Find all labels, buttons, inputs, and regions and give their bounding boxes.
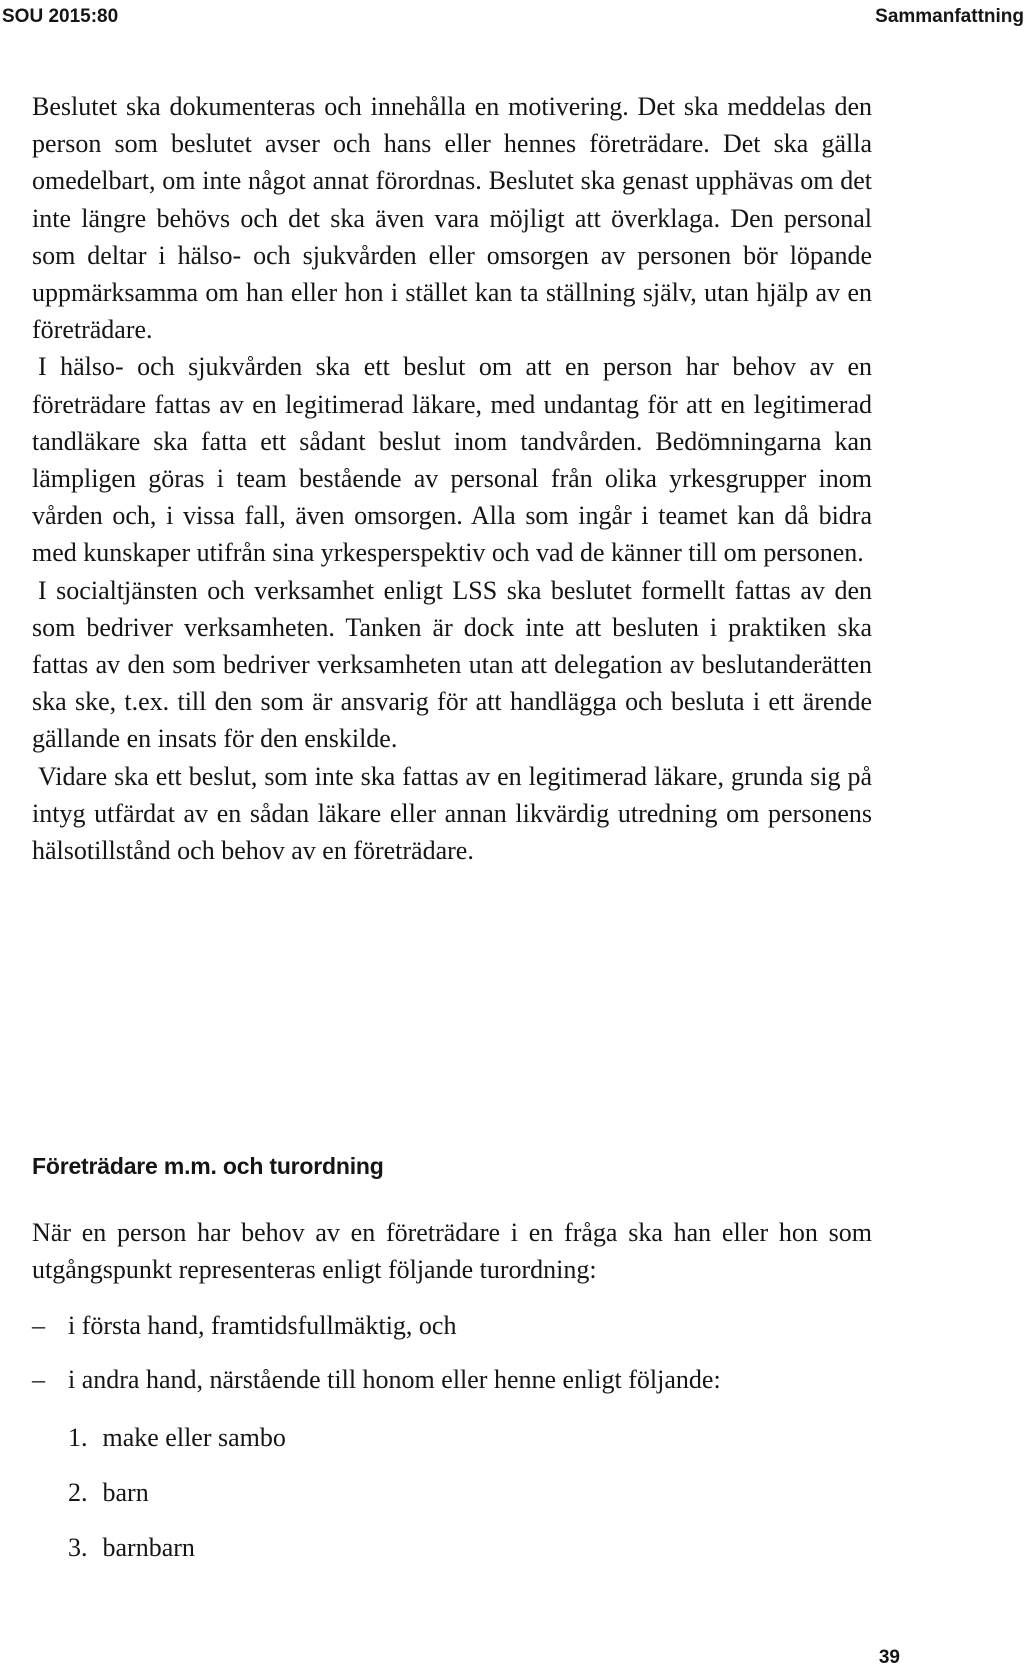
list-item-text: barn	[102, 1478, 149, 1507]
list-item-text: i första hand, framtidsfullmäktig, och	[68, 1311, 457, 1340]
list-item-text: i andra hand, närstående till honom eller henne enligt följande:	[68, 1365, 721, 1394]
section-intro	[32, 1214, 872, 1288]
paragraph-4: Vidare ska ett beslut, som inte ska fattas av en legitimerad läkare, grunda sig på intyg utfärdat av en sådan läkare eller annan likvärdig utredning om personens hälsotillstånd och behov av en företrädare.	[32, 761, 872, 866]
number-marker: 2.	[68, 1478, 88, 1507]
body-text	[32, 88, 872, 869]
number-marker: 1.	[68, 1423, 88, 1452]
section-heading: Företrädare m.m. och turordning	[32, 1153, 384, 1179]
running-header	[0, 6, 1024, 36]
section-intro-text: När en person har behov av en företrädare i en fråga ska han eller hon som utgångspunkt representeras enligt följande turordning:	[32, 1218, 872, 1285]
paragraph-3: I socialtjänsten och verksamhet enligt LSS ska beslutet formellt fattas av den som bedriver verksamheten. Tanken är dock inte att besluten i praktiken ska fattas av den som bedriver verksamheten utan att delegation av beslutanderätten ska ske, t.ex. till den som är ansvarig för att handlägga och besluta i ett ärende gällande en insats för den enskilde.	[32, 575, 872, 754]
dash-marker: –	[32, 1365, 45, 1394]
paragraph-2: I hälso- och sjukvården ska ett beslut om att en person har behov av en företrädare fattas av en legitimerad läkare, med undantag för att en legitimerad tandläkare ska fatta ett sådant beslut inom tandvården. Bedömningarna kan lämpligen göras i team bestående av personal från olika yrkesgrupper inom vården och, i vissa fall, även omsorgen. Alla som ingår i teamet kan då bidra med kunskaper utifrån sina yrkesperspektiv och vad de känner till om personen.	[32, 352, 872, 568]
report-id: SOU 2015:80	[2, 6, 119, 27]
dash-list	[32, 1307, 912, 1415]
page-number: 39	[878, 1647, 900, 1668]
numbered-list	[68, 1419, 286, 1584]
dash-marker: –	[32, 1311, 45, 1340]
list-item-text: barnbarn	[102, 1533, 195, 1562]
list-item	[32, 1307, 912, 1361]
list-item	[68, 1474, 286, 1529]
list-item	[68, 1419, 286, 1474]
list-item	[32, 1361, 912, 1415]
chapter-title: Sammanfattning	[875, 6, 1024, 27]
number-marker: 3.	[68, 1533, 88, 1562]
paragraph-1: Beslutet ska dokumenteras och innehålla en motivering. Det ska meddelas den person som beslutet avser och hans eller hennes företrädare. Det ska gälla omedelbart, om inte något annat förordnas. Beslutet ska genast upphävas om det inte längre behövs och det ska även vara möjligt att överklaga. Den personal som deltar i hälso- och sjukvården eller omsorgen av personen bör löpande uppmärksamma om han eller hon i stället kan ta ställning själv, utan hjälp av en företrädare.	[32, 92, 872, 345]
list-item-text: make eller sambo	[102, 1423, 286, 1452]
list-item	[68, 1529, 286, 1584]
